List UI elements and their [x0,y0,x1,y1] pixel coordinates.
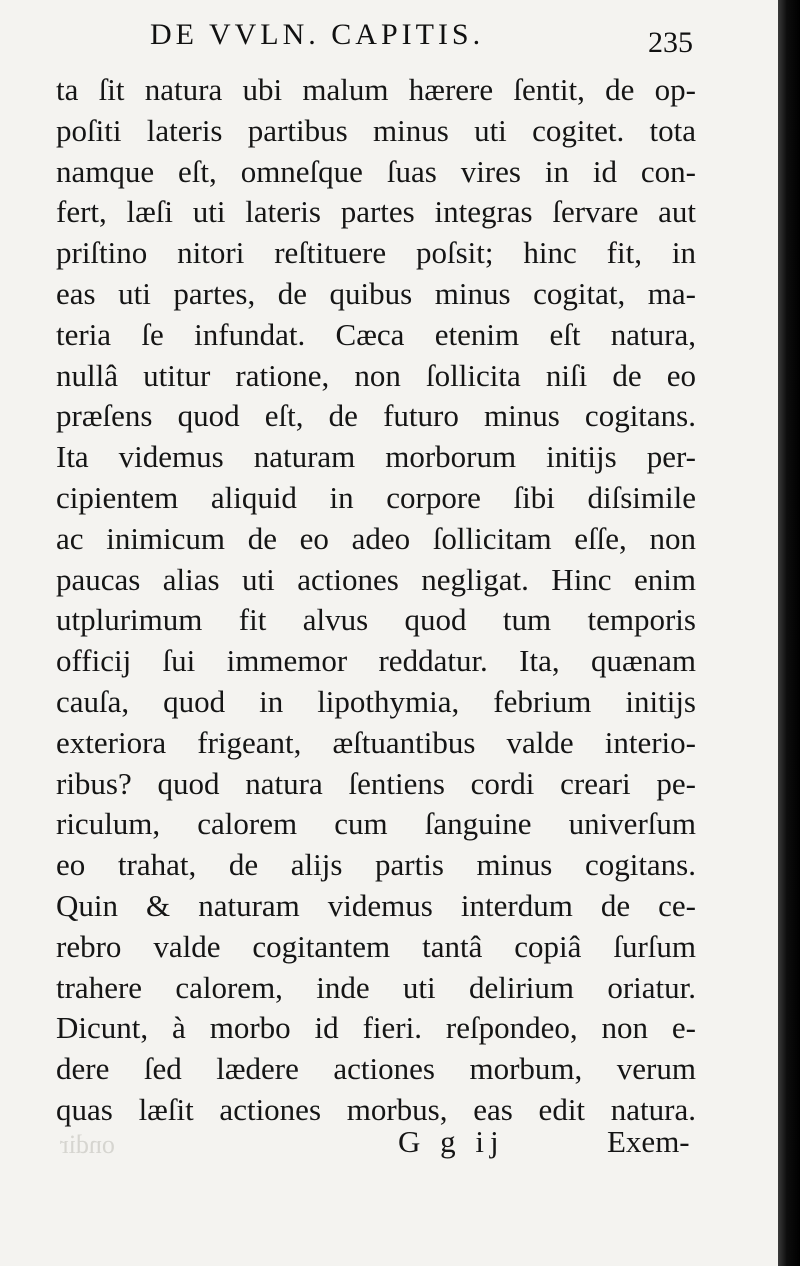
text-line: dere ſed lædere actiones morbum, verum [56,1051,696,1087]
text-line: cipientem aliquid in corpore ſibi diſsimile [56,479,696,515]
text-line: Dicunt, à morbo id fieri. reſpondeo, non e- [56,1010,696,1046]
running-head: DE VVLN. CAPITIS. [150,18,485,51]
text-line: utplurimum fit alvus quod tum temporis [56,602,696,638]
text-line: Ita videmus naturam morborum initijs per- [56,439,696,475]
text-line: cauſa, quod in lipothymia, febrium initijs [56,683,696,719]
text-line: ribus? quod natura ſentiens cordi creari pe- [56,765,696,801]
text-line: ta ſit natura ubi malum hærere ſentit, de op- [56,72,696,107]
page-number: 235 [648,26,693,59]
text-line: trahere calorem, inde uti delirium oriatur. [56,969,696,1005]
text-line: rebro valde cogitantem tantâ copiâ ſurſum [56,928,696,964]
text-line: nullâ utitur ratione, non ſollicita niſi de eo [56,357,696,393]
text-line: priſtino nitori reſtituere poſsit; hinc fit, in [56,235,696,271]
catchword: Exem- [607,1124,690,1159]
text-line: ac inimicum de eo adeo ſollicitam eſſe, non [56,520,696,556]
text-line: Quin & naturam videmus interdum de ce- [56,887,696,923]
text-line: eo trahat, de alijs partis minus cogitans. [56,847,696,883]
text-line: paucas alias uti actiones negligat. Hinc enim [56,561,696,597]
text-line: exteriora frigeant, æſtuantibus valde interio- [56,724,696,760]
text-line: quas læſit actiones morbus, eas edit natura. [56,1091,696,1127]
text-line: fert, læſi uti lateris partes integras ſervare aut [56,194,696,230]
text-line: poſiti lateris partibus minus uti cogitet. tota [56,112,696,148]
text-line: namque eſt, omneſque ſuas vires in id con- [56,153,696,189]
bleed-through-text: ondir [60,1130,115,1159]
text-line: teria ſe infundat. Cæca etenim eſt natura, [56,316,696,352]
page-edge-shadow [778,0,800,1266]
text-line: eas uti partes, de quibus minus cogitat, ma- [56,275,696,311]
text-line: riculum, calorem cum ſanguine univerſum [56,806,696,842]
page-footer [0,1124,778,1164]
body-text [56,70,696,1131]
text-line: officij ſui immemor reddatur. Ita, quænam [56,643,696,679]
text-line: præſens quod eſt, de futuro minus cogitans. [56,398,696,434]
signature-mark: G g ij [398,1124,505,1159]
